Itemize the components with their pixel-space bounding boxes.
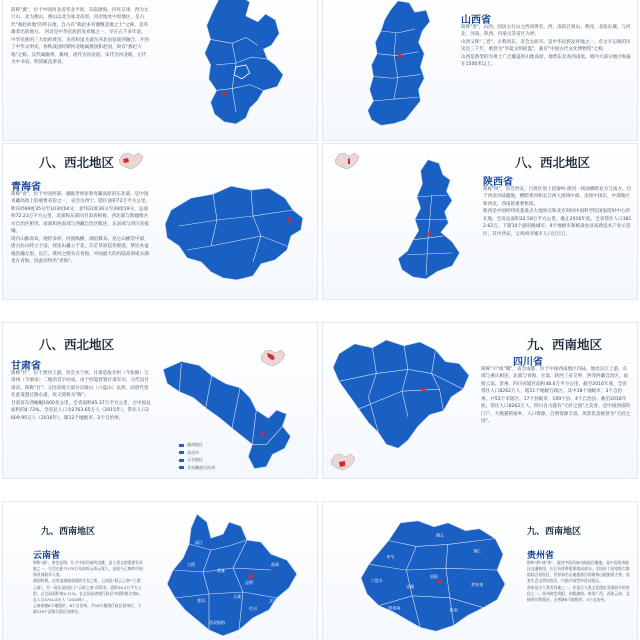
slide-guizhou[interactable]: [322, 501, 638, 640]
slide-shaanxi[interactable]: [322, 143, 638, 300]
yunnan-label-chuxiong: 楚雄: [217, 568, 225, 573]
sichuan-section-title: 九、西南地区: [527, 337, 603, 352]
gansu-description: 简称"甘"，位于黄河上游，省会为兰州。甘肃是取甘州（今张掖）与肃州（今酒泉）二地的首字而成，由于西夏曾置甘肃军司，元代设甘肃省，简称"甘"；又因省境大部分在陇山（六盘山）以西，而唐代曾在此设置过陇右道，故又简称为"陇"。 甘肃省东西蜿蜒1600多公里，全省面积45.37万平方公里，占中国总面积的4.72%，全省总人口为2763.65万人（2015年），常住人口2609.95万人（2016年），辖12个地级市、2个自治州。: [11, 371, 151, 421]
hebei-capital-marker: [222, 92, 226, 96]
sichuan-province-shape: [333, 340, 469, 449]
sichuan-province-name: 四川省: [513, 357, 543, 368]
legend-item: 天水地区: [179, 456, 215, 464]
shanxi-province-name: 山西省: [461, 15, 491, 26]
yunnan-capital-marker: [249, 574, 253, 578]
yunnan-label-qujing: 曲靖: [271, 562, 279, 567]
slide-sichuan[interactable]: [322, 322, 638, 479]
yunnan-label-lijiang: 丽江: [195, 540, 203, 545]
shanxi-province-shape: [368, 1, 430, 126]
guizhou-label-bijie: 毕节: [386, 554, 395, 560]
yunnan-label-honghe: 红河: [249, 606, 257, 611]
sichuan-description: 简称"川"或"蜀"，省会成都，位于中国西南地区内陆，地处长江上游，东部与重庆相连，北部与青海、甘肃、陕西三省交界，西邻西藏自治区，南接云南、贵州，四川省辖区面积48.6万平方公里，截至2016年底，全省常住人口8262万人，辖21个地级行政区，其中18个地级市、3个自治州。共55个市辖区、17个县级市、109个县、4个自治县。截至2016年底，常住人口8262万人，四川自古就有"天府之国"之美誉，是中国西部的门户，大熊猫的家乡，人口资源、自然资源丰富，风景优美被誉为"天府之国"。: [481, 367, 631, 425]
legend-item: 甘南藏族自治州: [179, 464, 215, 472]
guizhou-label-guiyang: 贵阳: [430, 574, 438, 580]
guizhou-label-liupanshui: 六盘水: [370, 577, 383, 583]
legend-item: 金昌市: [179, 449, 215, 457]
guizhou-capital-marker: [438, 580, 442, 584]
yunnan-section-title: 九、西南地区: [41, 527, 96, 537]
guizhou-description: 简称"黔"或"贵"，地处中国西南内陆地区腹地。是中国西南地区交通枢纽，长江经济带重要组成部分。全国首个国家级大数据综合试验区，世界知名山地旅游目的地和山地旅游大省，国家生态文明试验区，内陆开放型经济试验区。 贵州是古人类发祥地之一，亦是古人类文化遗址发现较多的省份之一。贵州省会贵阳，东毗湖南、南邻广西、西连云南、北接四川和重庆，全省辖6个地级市、3个自治州。: [527, 560, 630, 602]
yunnan-label-dali: 大理: [187, 562, 195, 567]
yunnan-label-wenshan: 文山: [269, 598, 277, 603]
hebei-description: 简称"冀"，位于中国河北省华北平原，东临渤海、内环京津，西为太行山，北为燕山，燕山以北为张北高原。河北地处中原地区，是古代"燕赵故地"的所在地，自古有"燕赵多有慷慨悲歌之士"之称，是英雄辈出的地方。 河北是中华民族的发祥地之一，早在五千多年前，中华民族的三大始祖黄帝、炎帝和蚩尤就在河北由征战到融合，开创了中华文明史。春秋战国时期河北地属燕国和赵国，故有"燕赵大地"之称。汉代属幽州、冀州，唐代为河北道、宋代为河北路，元代为中书省，明清属直隶省。: [11, 8, 149, 66]
shanxi-description: 简称"晋"，山西，因居太行山之西而得名，西、南依吕梁山、黄河，北依长城，与河北、河南、陕西、内蒙古等省区为界。 山西又称"三晋"，古称河东，省会太原市。是中华民族发祥地之一，有文字记载的历史达三千年，被誉为"华夏文明摇篮"，素有"中国古代文化博物馆"之称。 山西是典型的为黄土广泛覆盖的山地高原，地势东北高西南低。境内大部分地区海拔在1500米以上。: [461, 25, 631, 68]
sichuan-capital-marker: [422, 387, 426, 391]
yunnan-map: [151, 510, 315, 640]
gansu-capital-marker: [260, 432, 264, 436]
guizhou-province-name: 贵州省: [527, 551, 555, 561]
guizhou-map: [351, 516, 519, 640]
qinghai-map: [161, 180, 311, 290]
slide-shanxi[interactable]: [322, 0, 638, 141]
qinghai-locator-map: [117, 150, 145, 172]
slide-gansu[interactable]: [2, 322, 318, 479]
guizhou-label-zunyi: 遵义: [435, 532, 444, 538]
qinghai-section-title: 八、西北地区: [39, 155, 115, 170]
shanxi-map: [343, 0, 447, 135]
yunnan-label-kunming: 昆明: [245, 580, 253, 585]
qinghai-description: 简称"青"，位于中国西部，雄踞世界屋脊青藏高原的东北部，是中国青藏高原上的重要省份之一，省会为西宁。辖区面积72万平方公里，跨东经89度35分至103度04分，北纬31度36分至39度19分，总面积72.23万平方公里，北部和东部同甘肃省相接，西北部与新疆维吾尔自治区相邻，南部和西南部与西藏自治区毗连，东南部与四川省接壤。 境内山脉高耸，地形多样，河流纵横，湖泊棋布。昆仑山横贯中部，唐古拉山峙立于南，祁连山矗立于北，茫茫草原起伏绵延，柴达木盆地浩瀚无垠。长江、黄河之源头在青海，中国最大的内陆高原咸水湖也在青海，因此而得名"青海"。: [11, 192, 151, 264]
qinghai-province-name: 青海省: [11, 182, 41, 193]
gansu-section-title: 八、西北地区: [39, 337, 115, 352]
guizhou-label-qianxinan: 黔西南: [388, 605, 401, 611]
legend-item: 陇南地区: [179, 441, 215, 449]
hebei-province-shape: [205, 0, 284, 124]
yunnan-province-shape: [167, 514, 297, 636]
shaanxi-province-name: 陕西省: [483, 177, 513, 188]
yunnan-label-puer: 普洱: [197, 598, 205, 603]
hebei-map: [181, 0, 299, 133]
guizhou-label-qiandongnan: 黔东南: [471, 581, 484, 587]
yunnan-label-yuxi: 玉溪: [233, 594, 241, 599]
gansu-province-name: 甘肃省: [11, 361, 41, 372]
shaanxi-description: 简称"陕"，省会西安。自然区划上因秦岭-淮河一线而横跨北方与南方。位于西北内陆腹地，横跨黄河和长江两大流域中部，连接中国东、中部地区和西北、西南的重要枢纽。 陕西是中国经纬度基准点大地原点和北京时间中国科学院国家授时中心所在地，全省总面积20.58万平方公里，截止2016年底，全省常住人口3812.62万，下辖10个副省级城市、9个地级市和杨凌农业高新技术产业示范区，其中西安、宝鸡两市城市人口过百万。: [483, 187, 632, 237]
qinghai-province-shape: [165, 186, 303, 280]
shaanxi-locator-map: [333, 150, 361, 172]
shaanxi-capital-marker: [428, 232, 432, 236]
guizhou-label-anshun: 安顺: [406, 583, 415, 589]
slide-yunnan[interactable]: [2, 501, 318, 640]
gansu-map-legend: [179, 441, 215, 471]
shanxi-capital-marker: [398, 53, 402, 57]
shaanxi-map: [385, 152, 469, 294]
guizhou-label-tongren: 铜仁: [473, 548, 482, 554]
yunnan-description: 简称"滇"，省会昆明。位于中国西南的边陲，是人类文明重要发祥地之一，生活在距今170万年前的云南元谋人，是现今已知的中国和亚洲最早人类。 战国时期，这里是滇族部落的生存之所，云南是"彩云之南""七彩云南"。另一说法是因位于"云岭之南"而得名。面积39.4万平方公里，占全国面积的4.11%，在全国各省级行政区中面积排名第8，总人口4741.8万人（2016年）。 云南省辖8个地级市、8个自治州，共16个地级行政区划单位，下辖129个县级行政区划单位。: [33, 560, 143, 615]
slide-hebei[interactable]: [2, 0, 318, 141]
yunnan-label-xishuangbanna: 西双版纳: [209, 620, 225, 625]
sichuan-locator-map: [329, 451, 357, 473]
yunnan-province-name: 云南省: [33, 551, 61, 561]
slide-qinghai[interactable]: [2, 143, 318, 300]
qinghai-capital-marker: [287, 218, 291, 222]
guizhou-label-qiannan: 黔南: [449, 607, 458, 613]
guizhou-section-title: 九、西南地区: [527, 527, 582, 537]
shaanxi-section-title: 八、西北地区: [515, 155, 591, 170]
